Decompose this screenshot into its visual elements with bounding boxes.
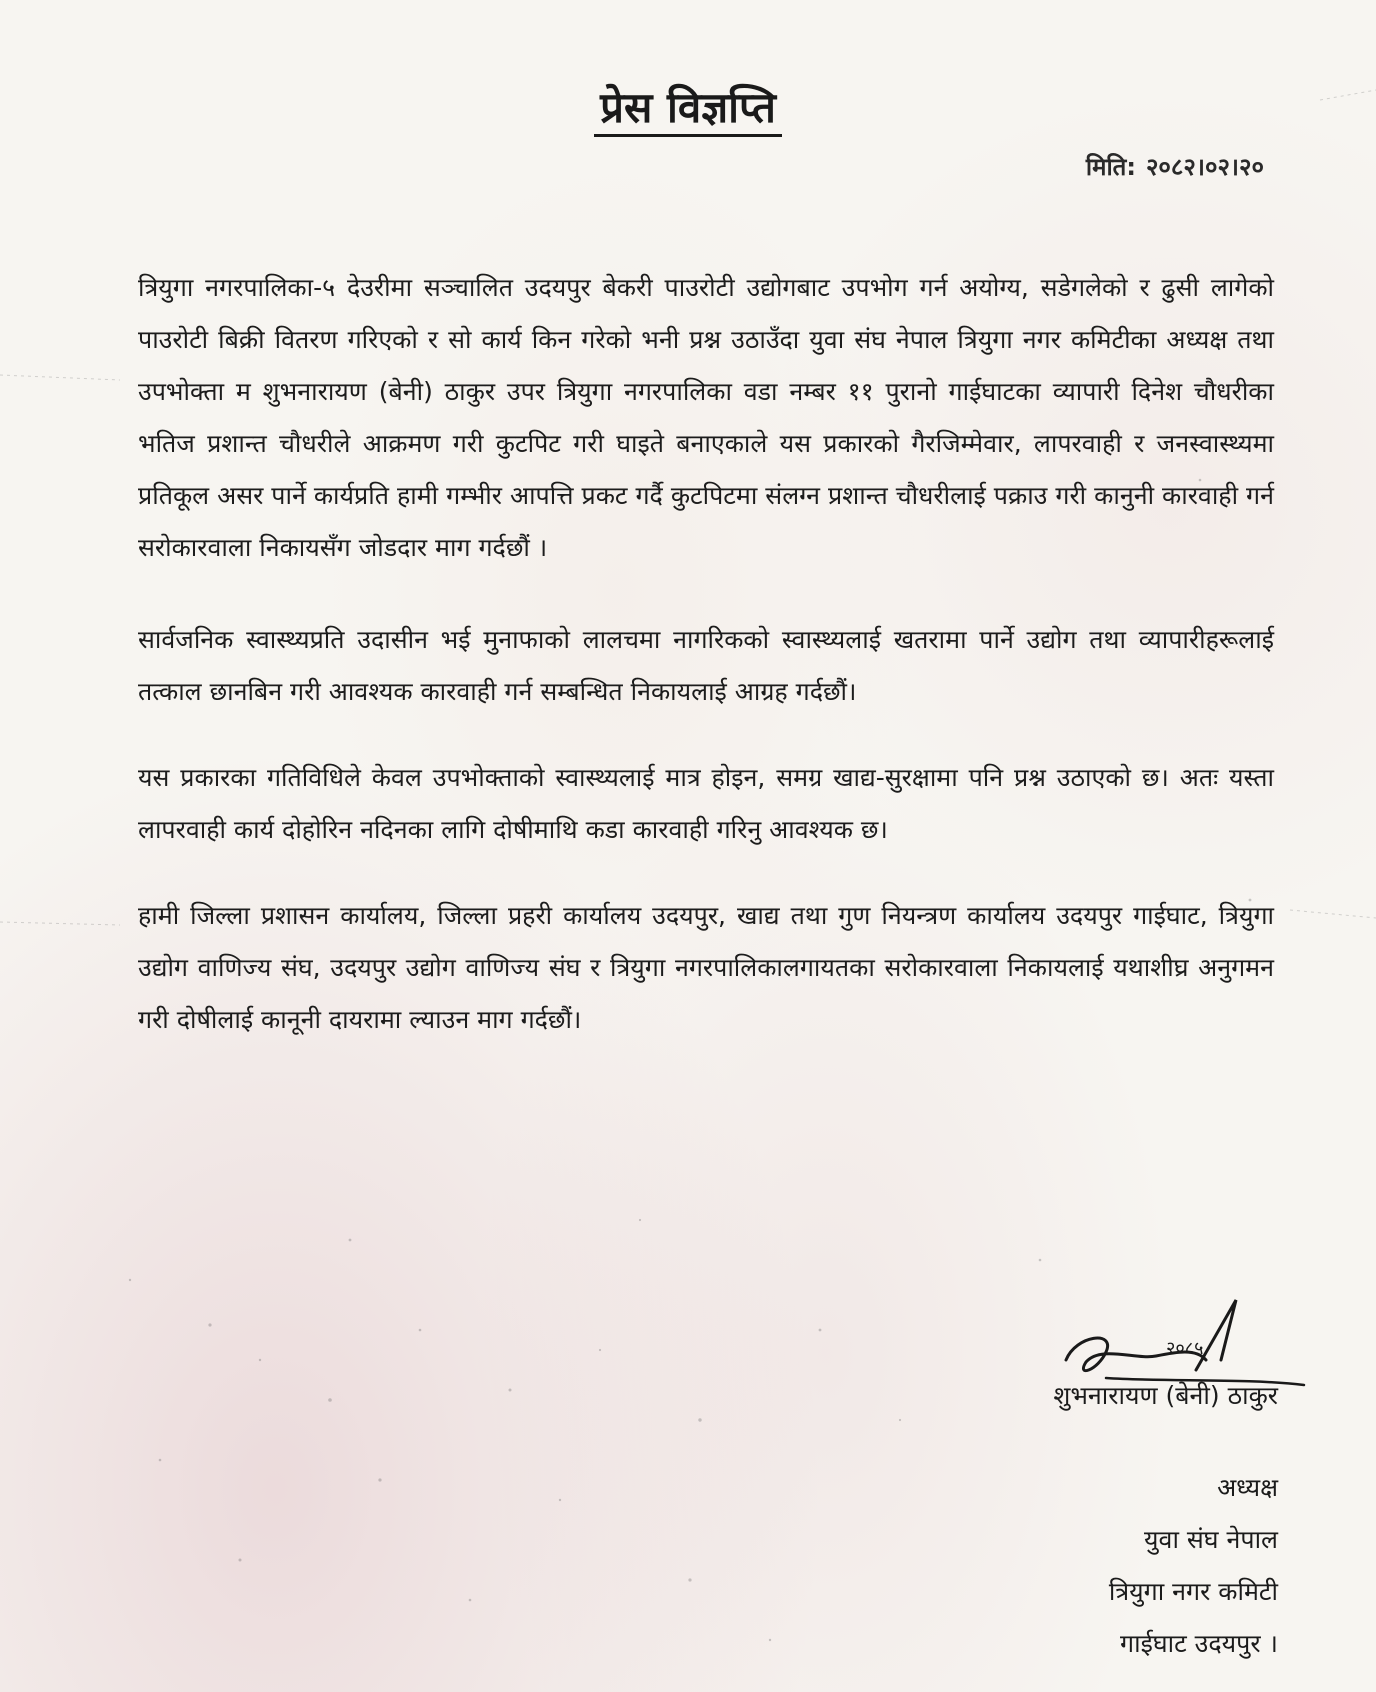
signatory-position: अध्यक्ष	[1217, 1473, 1278, 1502]
date-line	[1086, 150, 1264, 183]
press-release-body	[138, 262, 1274, 1080]
paragraph-1: त्रियुगा नगरपालिका-५ देउरीमा सञ्चालित उदयपुर बेकरी पाउरोटी उद्योगबाट उपभोग गर्न अयोग्य, सडेगलेको र ढुसी लागेको पाउरोटी बिक्री वितरण गरिएको र सो कार्य किन गरेको भनी प्रश्न उठाउँदा युवा संघ नेपाल त्रियुगा नगर कमिटीका अध्यक्ष तथा उपभोक्ता म शुभनारायण (बेनी) ठाकुर उपर त्रियुगा नगरपालिका वडा नम्बर ११ पुरानो गाईघाटका व्यापारी दिनेश चौधरीका भतिज प्रशान्त चौधरीले आक्रमण गरी कुटपिट गरी घाइते बनाएकाले यस प्रकारको गैरजिम्मेवार, लापरवाही र जनस्वास्थ्यमा प्रतिकूल असर पार्ने कार्यप्रति हामी गम्भीर आपत्ति प्रकट गर्दै कुटपिटमा संलग्न प्रशान्त चौधरीलाई पक्राउ गरी कानुनी कारवाही गर्न सरोकारवाला निकायसँग जोडदार माग गर्दछौं ।	[138, 273, 1274, 562]
paragraph-2: सार्वजनिक स्वास्थ्यप्रति उदासीन भई मुनाफाको लालचमा नागरिकको स्वास्थ्यलाई खतरामा पार्ने उद्योग तथा व्यापारीहरूलाई तत्काल छानबिन गरी आवश्यक कारवाही गर्न सम्बन्धित निकायलाई आग्रह गर्दछौं।	[138, 625, 1274, 706]
paragraph-3: यस प्रकारका गतिविधिले केवल उपभोक्ताको स्वास्थ्यलाई मात्र होइन, समग्र खाद्य-सुरक्षामा पनि प्रश्न उठाएको छ। अतः यस्ता लापरवाही कार्य दोहोरिन नदिनका लागि दोषीमाथि कडा कारवाही गरिनु आवश्यक छ।	[138, 763, 1274, 844]
signatory-location: गाईघाट उदयपुर ।	[1120, 1629, 1278, 1658]
signatory-name: शुभनारायण (बेनी) ठाकुर	[1053, 1381, 1278, 1410]
svg-text:२०८५: २०८५	[1166, 1338, 1204, 1359]
date-value: २०८२।०२।२०	[1145, 153, 1264, 181]
date-label: मिति:	[1085, 153, 1136, 181]
signatory-block	[1053, 1370, 1278, 1670]
paragraph-4: हामी जिल्ला प्रशासन कार्यालय, जिल्ला प्रहरी कार्यालय उदयपुर, खाद्य तथा गुण नियन्त्रण कार्यालय उदयपुर गाईघाट, त्रियुगा उद्योग वाणिज्य संघ, उदयपुर उद्योग वाणिज्य संघ र त्रियुगा नगरपालिकालगायतका सरोकारवाला निकायलाई यथाशीघ्र अनुगमन गरी दोषीलाई कानूनी दायरामा ल्याउन माग गर्दछौं।	[138, 901, 1274, 1034]
signatory-organization: युवा संघ नेपाल	[1144, 1525, 1278, 1554]
signatory-committee: त्रियुगा नगर कमिटी	[1108, 1577, 1278, 1606]
press-release-title: प्रेस विज्ञप्ति	[0, 78, 1376, 135]
